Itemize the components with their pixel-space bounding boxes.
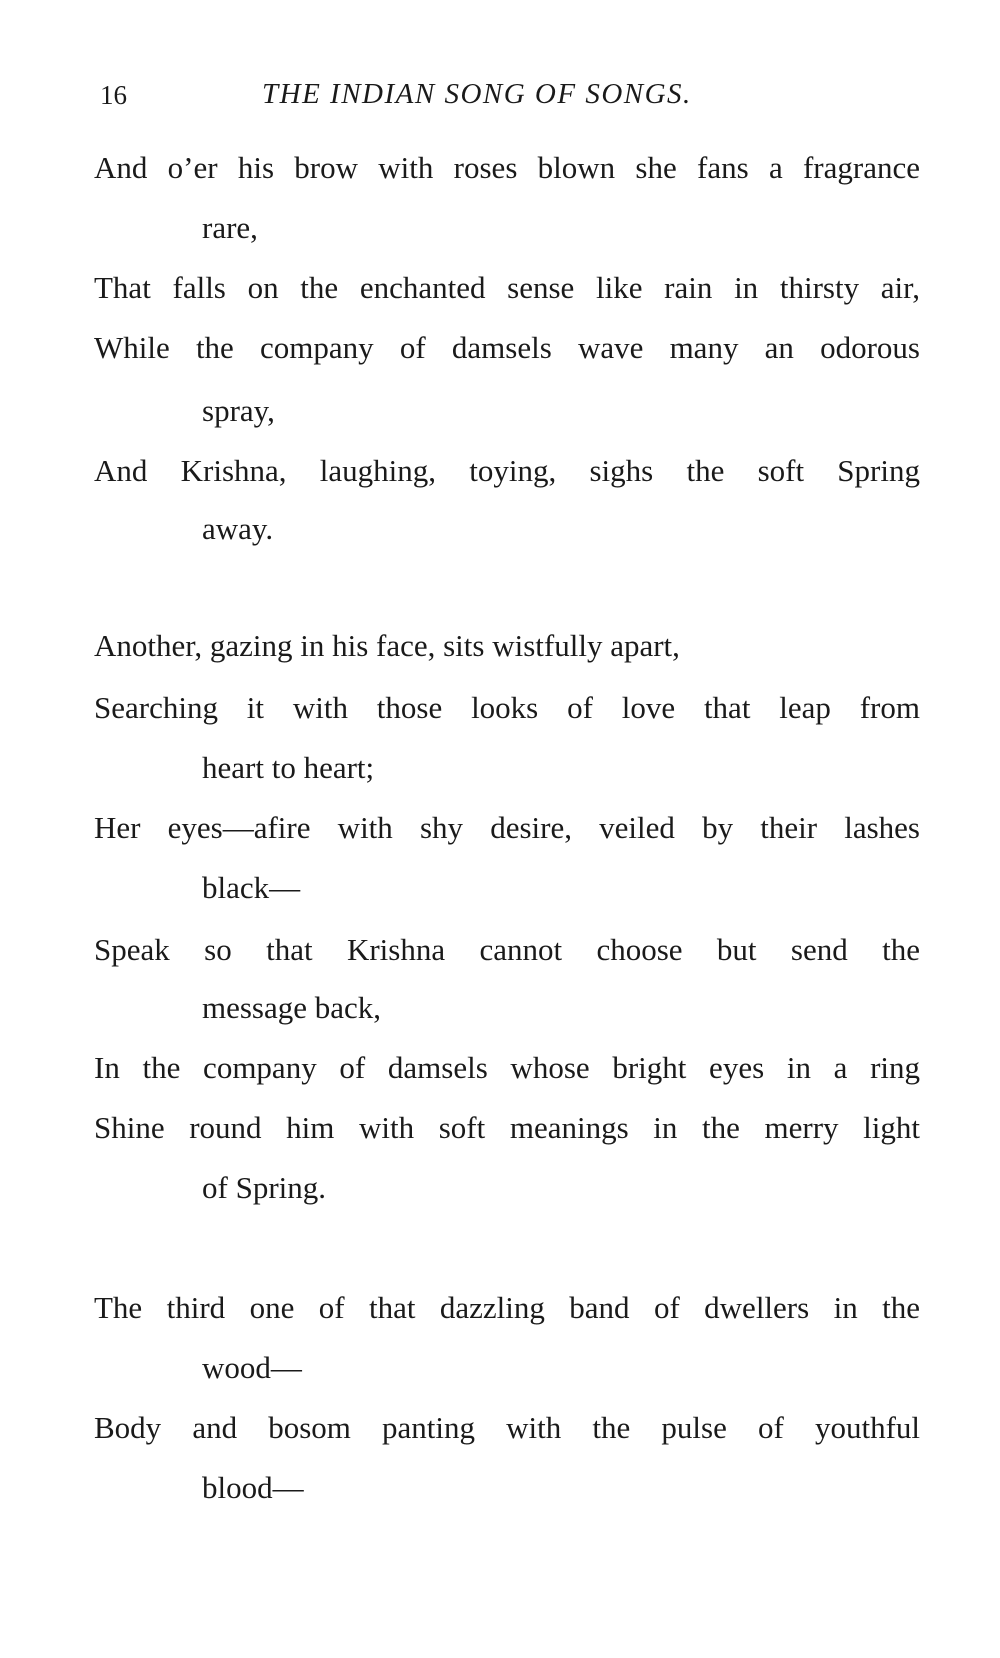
verse-line: And o’er his brow with roses blown she fans a fragrance: [94, 150, 920, 185]
verse-line: Speak so that Krishna cannot choose but send the: [94, 932, 920, 967]
verse-line-continuation: blood—: [202, 1470, 304, 1505]
verse-line: While the company of damsels wave many an odorous: [94, 330, 920, 365]
verse-line: The third one of that dazzling band of dwellers in the: [94, 1290, 920, 1325]
verse-line-continuation: rare,: [202, 210, 258, 245]
page-number: 16: [100, 80, 127, 110]
verse-line: And Krishna, laughing, toying, sighs the soft Spring: [94, 453, 920, 488]
page-header: [0, 72, 1000, 112]
verse-line: Her eyes—afire with shy desire, veiled by their lashes: [94, 810, 920, 845]
verse-line-continuation: heart to heart;: [202, 750, 375, 785]
running-title: THE INDIAN SONG OF SONGS.: [262, 78, 692, 110]
verse-line: In the company of damsels whose bright eyes in a ring: [94, 1050, 920, 1085]
verse-line-continuation: black—: [202, 870, 301, 905]
verse-line-continuation: away.: [202, 511, 274, 546]
verse-line: Searching it with those looks of love that leap from: [94, 690, 920, 725]
verse-line-continuation: of Spring.: [202, 1170, 326, 1205]
verse-line: Shine round him with soft meanings in the merry light: [94, 1110, 920, 1145]
verse-line: Body and bosom panting with the pulse of youthful: [94, 1410, 920, 1445]
verse-line-continuation: message back,: [202, 990, 382, 1025]
verse-line-continuation: spray,: [202, 393, 275, 428]
verse-line-continuation: wood—: [202, 1350, 302, 1385]
verse-line: Another, gazing in his face, sits wistfully apart,: [94, 628, 680, 663]
verse-line: That falls on the enchanted sense like rain in thirsty air,: [94, 270, 920, 305]
